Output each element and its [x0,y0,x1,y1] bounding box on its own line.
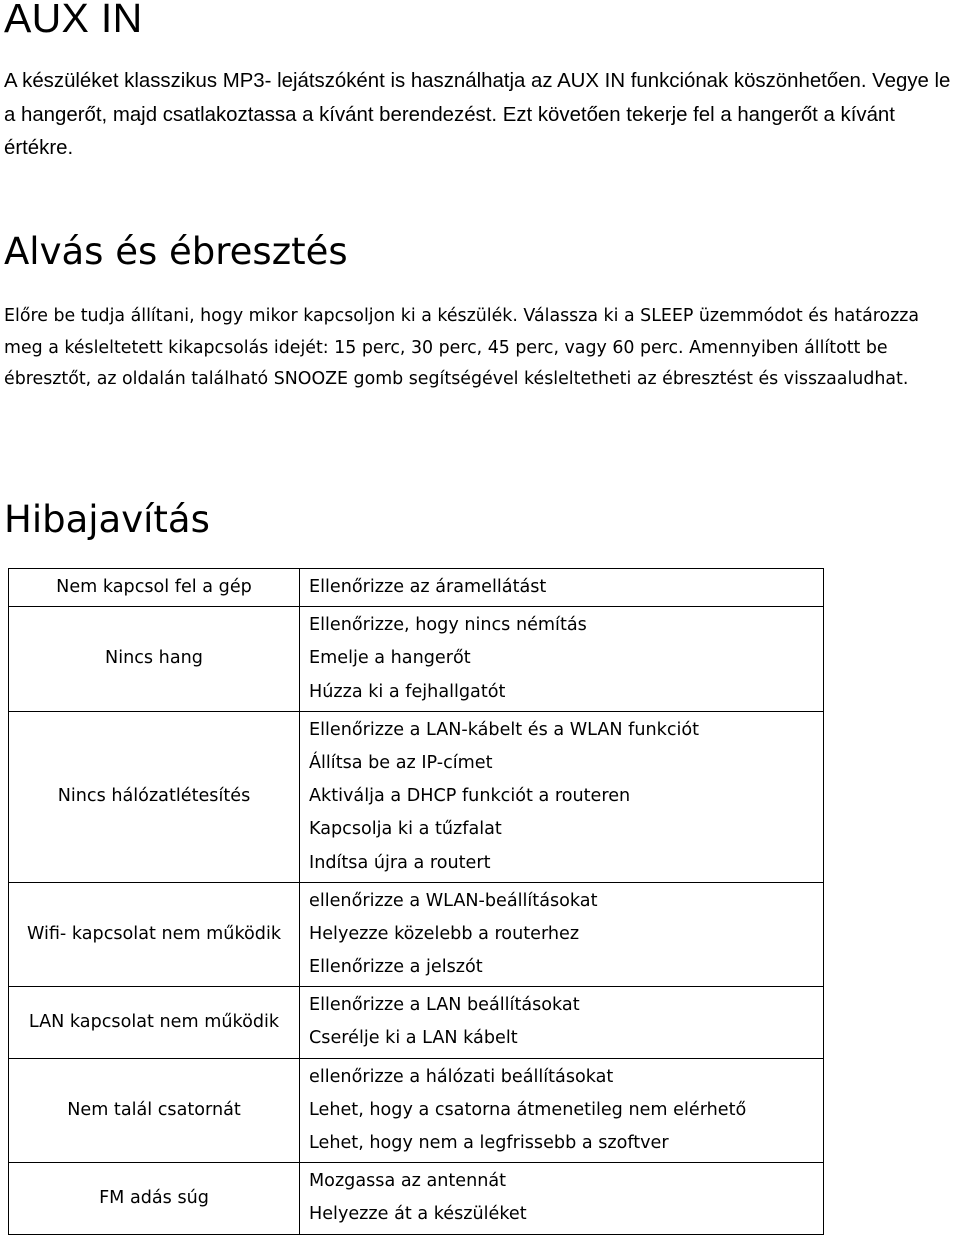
fix-item: Lehet, hogy a csatorna átmenetileg nem elérhető [309,1099,747,1120]
problem-cell: FM adás súg [9,1163,300,1234]
sleep-wake-paragraph: Előre be tudja állítani, hogy mikor kapcsoljon ki a készülék. Válassza ki a SLEEP üzemmódot és határozza meg a késleltetett kikapcsolás idejét: 15 perc, 30 perc, 45 perc, vagy 60 perc. Amennyiben állított be ébresztőt, az oldalán található SNOOZE gomb segítségével késleltetheti az ébresztést és visszaaludhat. [4,306,920,390]
fix-item: Ellenőrizze a jelszót [309,957,483,978]
table-row [9,882,824,987]
fix-item: Húzza ki a fejhallgatót [309,681,506,702]
fixes-cell [300,607,824,712]
fixes-cell [300,1163,824,1234]
fix-item: Lehet, hogy nem a legfrissebb a szoftver [309,1133,669,1153]
problem-cell: Nem kapcsol fel a gép [9,569,300,607]
problem-cell: LAN kapcsolat nem működik [9,987,300,1058]
fixes-cell [300,569,824,607]
fixes-cell [300,1058,824,1163]
fix-item: Kapcsolja ki a tűzfalat [309,819,502,840]
aux-in-heading: AUX IN [4,0,143,41]
table-row [9,987,824,1058]
fix-item: Állítsa be az IP-címet [309,752,493,773]
table-row [9,607,824,712]
troubleshooting-table [8,568,824,1235]
fix-item: Ellenőrizze az áramellátást [309,577,547,597]
fix-item: Helyezze közelebb a routerhez [309,923,580,944]
problem-cell: Wifi- kapcsolat nem működik [9,882,300,987]
problem-cell: Nem talál csatornát [9,1058,300,1163]
fixes-cell [300,882,824,987]
sleep-wake-heading: Alvás és ébresztés [4,230,348,273]
troubleshooting-heading: Hibajavítás [4,498,210,541]
fix-item: Aktiválja a DHCP funkciót a routeren [309,786,631,807]
problem-cell: Nincs hálózatlétesítés [9,711,300,882]
fix-item: Ellenőrizze, hogy nincs némítás [309,615,587,636]
fix-item: Cserélje ki a LAN kábelt [309,1028,518,1049]
aux-in-paragraph: A készüléket klasszikus MP3- lejátszóként is használhatja az AUX IN funkciónak köszönhetően. Vegye le a hangerőt, majd csatlakoztassa a kívánt berendezést. Ezt követően tekerje fel a hangerőt a kívánt értékre. [4,70,951,159]
table-row [9,711,824,882]
fix-item: ellenőrizze a WLAN-beállításokat [309,890,598,911]
fixes-cell [300,987,824,1058]
fix-item: Ellenőrizze a LAN beállításokat [309,995,580,1016]
fix-item: Indítsa újra a routert [309,852,491,873]
fix-item: Mozgassa az antennát [309,1171,507,1192]
fixes-cell [300,711,824,882]
fix-item: Ellenőrizze a LAN-kábelt és a WLAN funkciót [309,719,700,740]
table-row [9,1058,824,1163]
fix-item: Emelje a hangerőt [309,648,471,669]
table-row [9,569,824,607]
fix-item: Helyezze át a készüléket [309,1204,527,1225]
fix-item: ellenőrizze a hálózati beállításokat [309,1066,614,1087]
table-row [9,1163,824,1234]
problem-cell: Nincs hang [9,607,300,712]
